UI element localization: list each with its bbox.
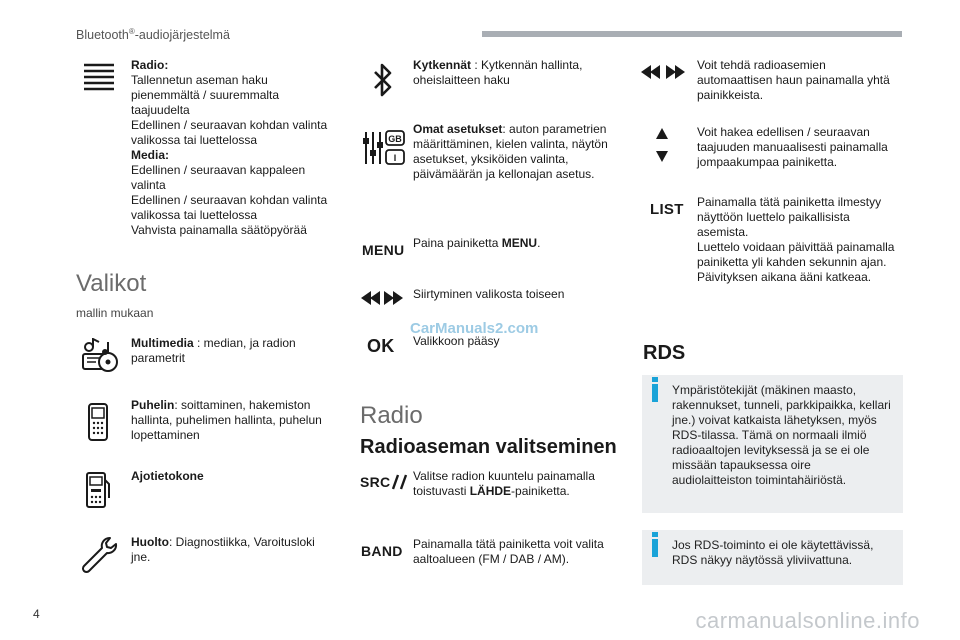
media-line: Vahvista painamalla säätöpyörää xyxy=(131,223,307,237)
registered-mark: ® xyxy=(128,27,135,36)
list-text-1: Painamalla tätä painiketta ilmestyy näyttöön luettelo paikallisista asemista. xyxy=(697,195,882,239)
src-slash-icon xyxy=(392,474,408,490)
src-text-post: -painiketta. xyxy=(511,484,570,498)
up-down-icon xyxy=(655,126,669,164)
huolto-desc xyxy=(131,535,331,565)
menu-text-bold: MENU xyxy=(501,236,538,250)
page-number: 4 xyxy=(33,607,40,621)
phone-icon xyxy=(86,402,110,442)
kytkennat-label: Kytkennät xyxy=(413,58,472,72)
band-button-icon: BAND xyxy=(361,543,403,559)
multimedia-icon xyxy=(80,338,120,374)
seek-text: Voit tehdä radioasemien automaattisen haun painamalla yhtä painikkeista. xyxy=(697,58,890,102)
src-text-bold: LÄHDE xyxy=(469,484,512,498)
seek-icon xyxy=(640,64,686,80)
src-desc xyxy=(413,469,613,499)
rds-title: RDS xyxy=(643,342,686,364)
info-icon xyxy=(652,539,658,557)
radio-line: Tallennetun aseman haku xyxy=(131,73,268,87)
info-box-rds-interference xyxy=(642,375,903,513)
valikot-title: Valikot xyxy=(76,270,147,297)
radio-media-block xyxy=(131,58,341,238)
info-text: Ympäristötekijät (mäkinen maasto, rakennukset, tunneli, parkkipaikka, kellari jne.) voivat katkaista lähetyksen, myös RDS-tilassa. Tämä on normaali ilmiö radioaaltojen levityksessä ja se ei ole missään tapauksessa oire audiolaitteiston toimintahäiriöstä. xyxy=(672,383,891,487)
radio-line: valikossa tai luettelossa xyxy=(131,133,258,147)
info-icon-dot xyxy=(652,532,658,537)
multimedia-desc xyxy=(131,336,331,366)
menu-desc xyxy=(413,236,613,251)
menu-list-icon xyxy=(82,62,116,92)
info-icon xyxy=(652,384,658,402)
footer-watermark: carmanualsonline.info xyxy=(695,608,920,633)
prev-next-icon xyxy=(360,290,404,306)
puhelin-text: : soittaminen, hakemiston hallinta, puhelimen hallinta, puhelun lopettaminen xyxy=(131,398,322,442)
omat-label: Omat asetukset xyxy=(413,122,503,136)
menu-button-icon: MENU xyxy=(362,242,405,258)
bluetooth-icon xyxy=(372,62,394,98)
ajotietokone-desc xyxy=(131,469,331,484)
svg-text:GB: GB xyxy=(388,134,402,144)
header-rule xyxy=(482,31,902,37)
media-line: valinta xyxy=(131,178,166,192)
huolto-text: : Diagnostiikka, Varoitusloki jne. xyxy=(131,535,315,564)
radio-line: Edellinen / seuraavan kohdan valinta xyxy=(131,118,328,132)
page-header-title xyxy=(76,27,230,42)
media-line: Edellinen / seuraavan kohdan valinta xyxy=(131,193,328,207)
src-button-icon xyxy=(360,474,408,490)
fuel-computer-icon xyxy=(84,470,112,510)
band-text: Painamalla tätä painiketta voit valita aaltoalueen (FM / DAB / AM). xyxy=(413,537,604,566)
list-desc xyxy=(697,195,902,285)
puhelin-label: Puhelin xyxy=(131,398,175,412)
settings-sliders-icon xyxy=(362,128,406,168)
siirtyminen-text: Siirtyminen valikosta toiseen xyxy=(413,287,565,301)
info-icon-dot xyxy=(652,377,658,382)
radio-label: Radio: xyxy=(131,58,169,72)
src-label: SRC xyxy=(360,474,391,490)
media-line: valikossa tai luettelossa xyxy=(131,208,258,222)
radio-line: taajuudelta xyxy=(131,103,190,117)
radioaseman-title: Radioaseman valitseminen xyxy=(360,436,617,458)
valikkoon-text: Valikkoon pääsy xyxy=(413,334,500,348)
header-title-rest: -audiojärjestelmä xyxy=(134,28,230,43)
omat-desc xyxy=(413,122,623,182)
info-text: Jos RDS-toiminto ei ole käytettävissä, RDS näkyy näytössä yliviivattuna. xyxy=(672,538,874,567)
svg-text:I: I xyxy=(393,153,397,163)
list-text-2: Luettelo voidaan päivittää painamalla painiketta yli kahden sekunnin ajan. Päivityksen aikana ääni katkeaa. xyxy=(697,240,895,284)
updown-text: Voit hakea edellisen / seuraavan taajuuden manuaalisesti painamalla jompaakumpaa painiketta. xyxy=(697,125,888,169)
wrench-icon xyxy=(80,535,118,575)
puhelin-desc xyxy=(131,398,341,443)
menu-text-pre: Paina painiketta xyxy=(413,236,502,250)
list-button-icon: LIST xyxy=(650,201,684,218)
multimedia-label: Multimedia xyxy=(131,336,194,350)
menu-text-post: . xyxy=(537,236,541,250)
ajotietokone-label: Ajotietokone xyxy=(131,469,204,483)
radio-line: pienemmältä / suuremmalta xyxy=(131,88,280,102)
media-label: Media: xyxy=(131,148,170,162)
info-box-rds-unavailable xyxy=(642,530,903,585)
media-line: Edellinen / seuraavan kappaleen xyxy=(131,163,306,177)
valikot-note: mallin mukaan xyxy=(76,306,154,320)
kytkennat-desc xyxy=(413,58,603,88)
header-title-main: Bluetooth xyxy=(76,28,129,43)
omat-text: : auton parametrien määrittäminen, kielen valinta, näytön asetukset, yksiköiden valinta, päivämäärän ja kellonajan asetus. xyxy=(413,122,608,181)
multimedia-text: : median, ja radion parametrit xyxy=(131,336,296,365)
radio-title: Radio xyxy=(360,402,423,429)
huolto-label: Huolto xyxy=(131,535,169,549)
kytkennat-text: : Kytkennän hallinta, oheislaitteen haku xyxy=(413,58,583,87)
src-text-pre: Valitse radion kuuntelu painamalla toistuvasti xyxy=(413,469,595,498)
carmanuals-watermark: CarManuals2.com xyxy=(410,320,539,337)
ok-button-icon: OK xyxy=(367,336,395,356)
